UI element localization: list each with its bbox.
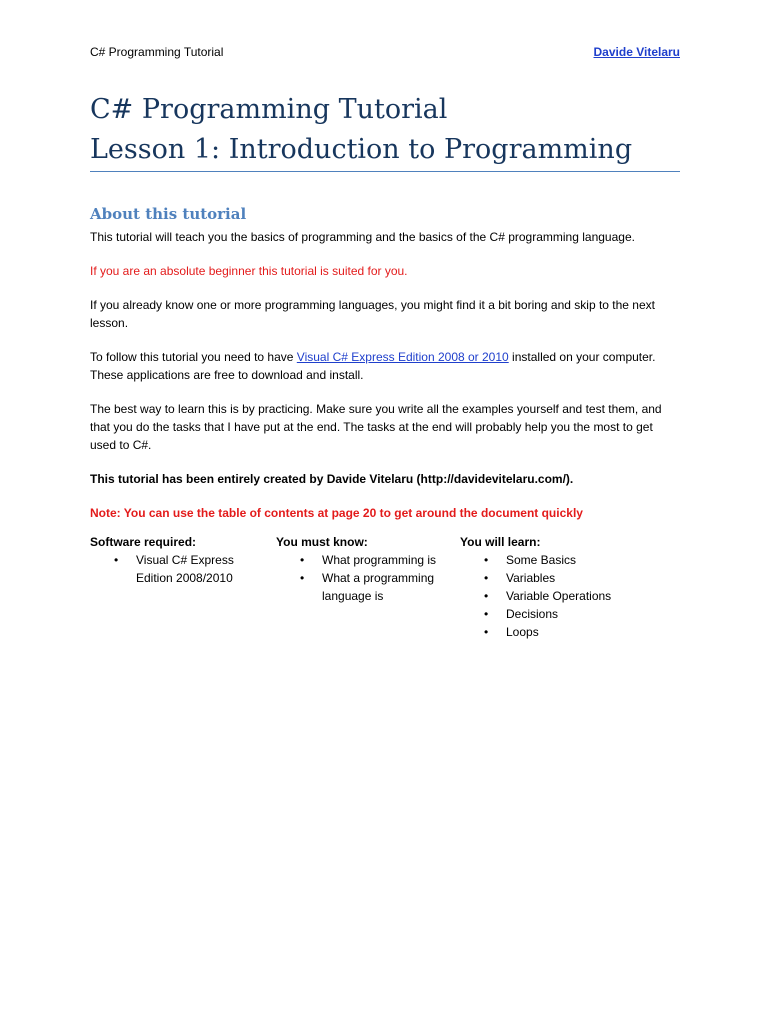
paragraph-skip: If you already know one or more programming languages, you might find it a bit boring and skip to the next lesson. — [90, 298, 655, 330]
paragraph-author: This tutorial has been entirely created by Davide Vitelaru (http://davidevitelaru.com/). — [90, 472, 574, 486]
column-heading: You must know: — [276, 535, 368, 549]
paragraph-intro: This tutorial will teach you the basics of programming and the basics of the C# programming language. — [90, 230, 635, 244]
section-heading: About this tutorial — [90, 205, 247, 223]
list-item: • Some Basics — [460, 551, 680, 569]
column-must-know — [276, 533, 456, 605]
list-item: • Visual C# Express Edition 2008/2010 — [90, 551, 270, 587]
visual-csharp-express-link[interactable]: Visual C# Express Edition 2008 or 2010 — [296, 350, 509, 364]
column-software-required — [90, 533, 270, 587]
section-body — [90, 228, 680, 538]
paragraph-beginner-note: If you are an absolute beginner this tutorial is suited for you. — [90, 264, 408, 278]
bullet-list — [460, 551, 680, 641]
list-item: • Loops — [460, 623, 680, 641]
paragraph-requirements — [90, 348, 680, 384]
bullet-list — [276, 551, 456, 605]
title-divider — [90, 171, 680, 172]
header-author-link[interactable]: Davide Vitelaru — [593, 45, 680, 59]
list-item: • Variable Operations — [460, 587, 680, 605]
bullet-list — [90, 551, 270, 587]
header-title: C# Programming Tutorial — [90, 45, 224, 59]
list-item: • What a programming language is — [276, 569, 456, 605]
document-title — [90, 90, 680, 170]
requirements-text-pre: To follow this tutorial you need to have — [90, 350, 297, 364]
paragraph-practice: The best way to learn this is by practicing. Make sure you write all the examples yourself and test them, and that you do the tasks that I have put at the end. The tasks at the end will probably help you the most to get used to C#. — [90, 402, 662, 452]
title-line-2: Lesson 1: Introduction to Programming — [90, 134, 633, 165]
column-heading: You will learn: — [460, 535, 541, 549]
column-will-learn — [460, 533, 680, 641]
list-item: • Variables — [460, 569, 680, 587]
requirements-text-post: installed on your computer. These applications are free to download and install. — [90, 350, 656, 382]
list-item: • Decisions — [460, 605, 680, 623]
paragraph-toc-note: Note: You can use the table of contents at page 20 to get around the document quickly — [90, 506, 583, 520]
title-line-1: C# Programming Tutorial — [90, 94, 448, 125]
column-heading: Software required: — [90, 535, 197, 549]
list-item: • What programming is — [276, 551, 456, 569]
